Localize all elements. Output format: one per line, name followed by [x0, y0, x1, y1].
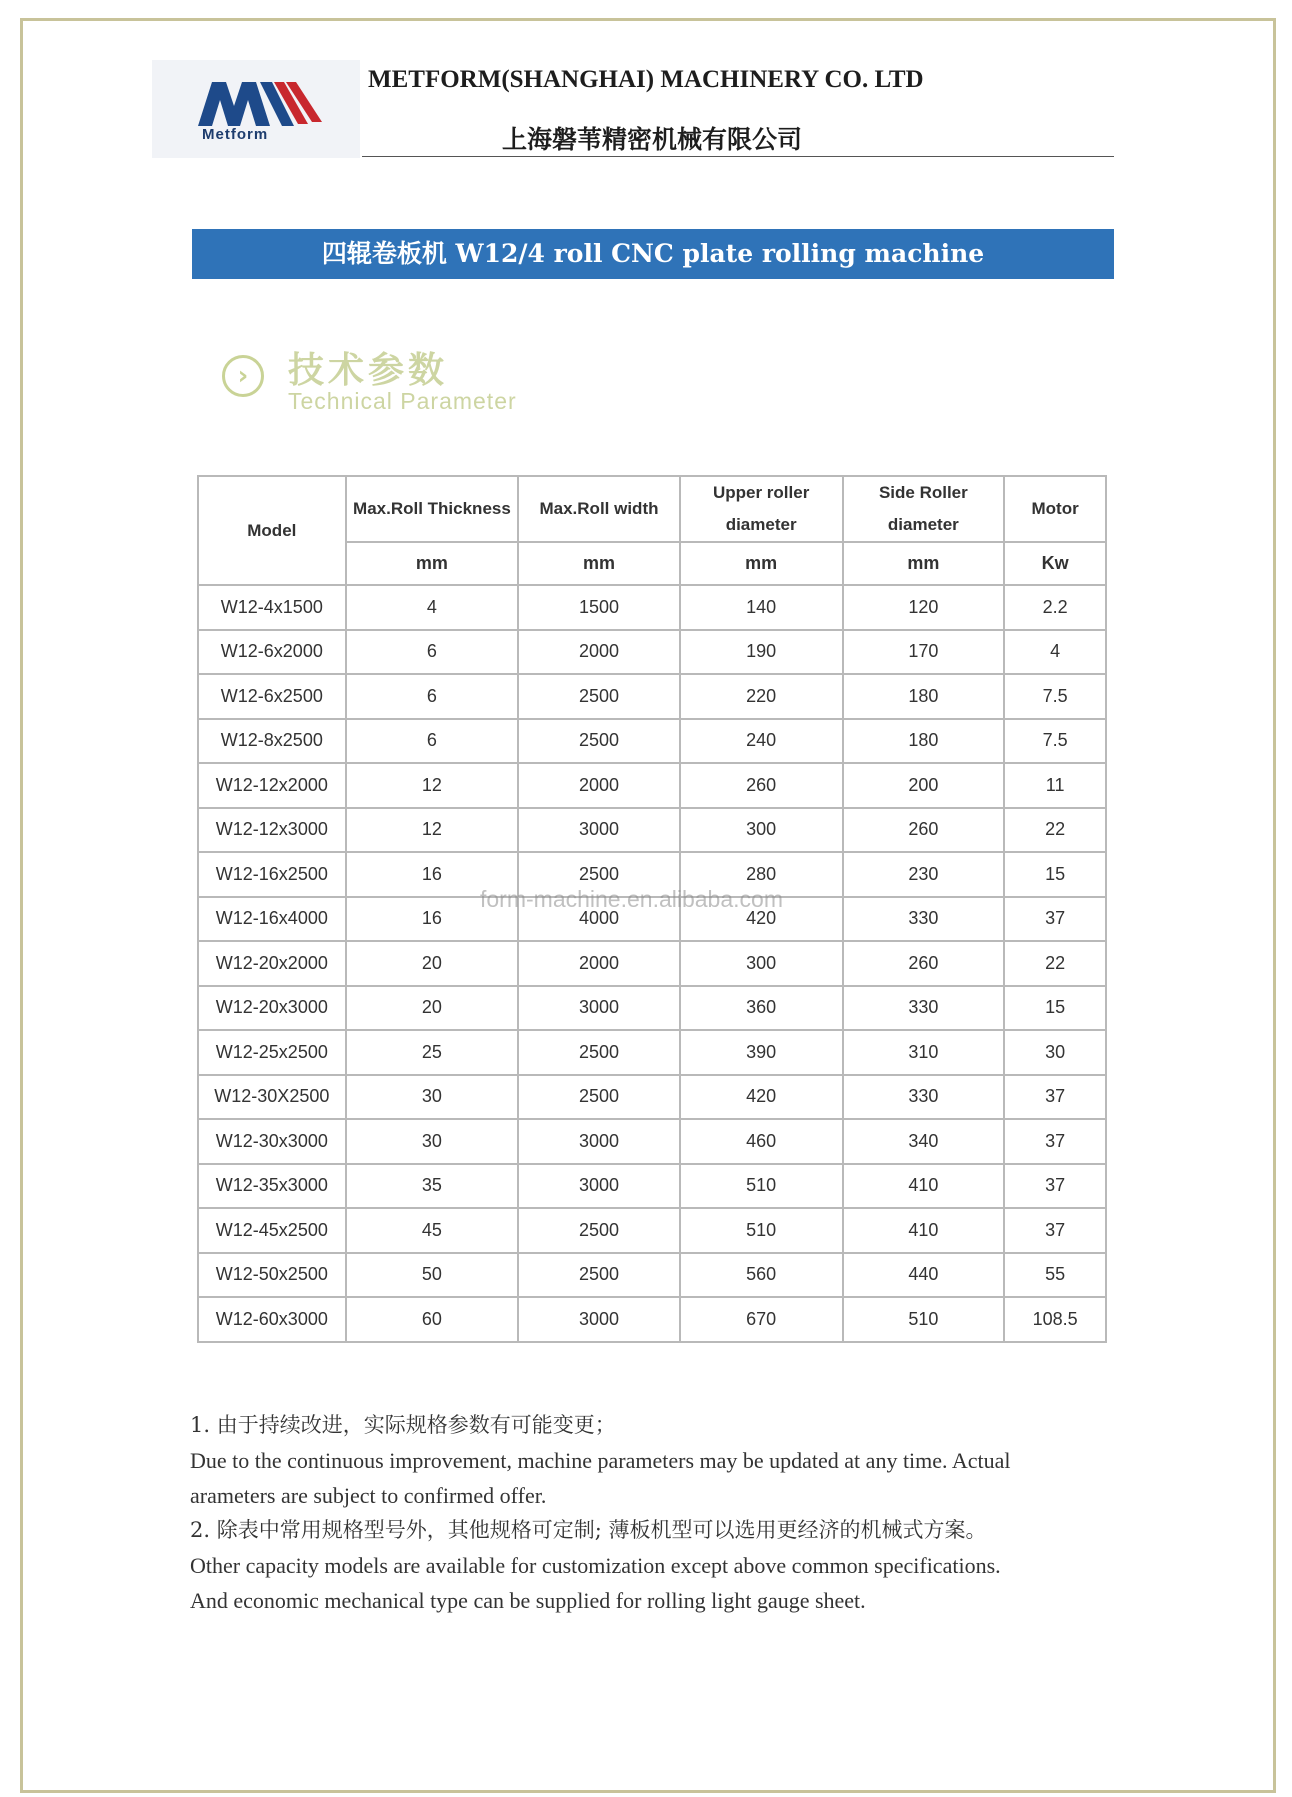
unit-cell: mm — [680, 542, 843, 585]
model-cell: W12-30X2500 — [198, 1075, 346, 1120]
table-row — [198, 1119, 1106, 1164]
value-cell: 45 — [346, 1208, 519, 1253]
value-cell: 2000 — [518, 941, 680, 986]
value-cell: 50 — [346, 1253, 519, 1298]
value-cell: 280 — [680, 852, 843, 897]
unit-cell: Kw — [1004, 542, 1106, 585]
value-cell: 170 — [843, 630, 1005, 675]
model-cell: W12-60x3000 — [198, 1297, 346, 1342]
value-cell: 300 — [680, 808, 843, 853]
table-row — [198, 986, 1106, 1031]
value-cell: 30 — [346, 1075, 519, 1120]
section-title-en: Technical Parameter — [288, 388, 517, 414]
value-cell: 6 — [346, 719, 519, 764]
value-cell: 410 — [843, 1164, 1005, 1209]
header-motor: Motor — [1004, 476, 1106, 542]
value-cell: 11 — [1004, 763, 1106, 808]
header-side-roller-diameter: Side Roller diameter — [843, 476, 1005, 542]
value-cell: 4 — [1004, 630, 1106, 675]
value-cell: 510 — [680, 1208, 843, 1253]
value-cell: 4000 — [518, 897, 680, 942]
value-cell: 2500 — [518, 852, 680, 897]
value-cell: 330 — [843, 1075, 1005, 1120]
value-cell: 260 — [680, 763, 843, 808]
value-cell: 460 — [680, 1119, 843, 1164]
value-cell: 37 — [1004, 1208, 1106, 1253]
value-cell: 20 — [346, 986, 519, 1031]
notes — [190, 1408, 1170, 1618]
value-cell: 3000 — [518, 808, 680, 853]
unit-cell: mm — [843, 542, 1005, 585]
value-cell: 12 — [346, 808, 519, 853]
model-cell: W12-25x2500 — [198, 1030, 346, 1075]
value-cell: 200 — [843, 763, 1005, 808]
value-cell: 420 — [680, 897, 843, 942]
note-line: Other capacity models are available for customization except above common specifications. — [190, 1553, 1001, 1578]
value-cell: 300 — [680, 941, 843, 986]
value-cell: 25 — [346, 1030, 519, 1075]
table-row — [198, 941, 1106, 986]
value-cell: 670 — [680, 1297, 843, 1342]
model-cell: W12-6x2500 — [198, 674, 346, 719]
value-cell: 2000 — [518, 763, 680, 808]
value-cell: 1500 — [518, 585, 680, 630]
company-name-cn: 上海磐苇精密机械有限公司 — [502, 125, 803, 154]
value-cell: 2.2 — [1004, 585, 1106, 630]
table-header-row — [198, 476, 1106, 542]
table-row — [198, 808, 1106, 853]
value-cell: 30 — [346, 1119, 519, 1164]
value-cell: 16 — [346, 897, 519, 942]
model-cell: W12-45x2500 — [198, 1208, 346, 1253]
section-title-cn: 技术参数 — [288, 350, 449, 391]
value-cell: 16 — [346, 852, 519, 897]
value-cell: 260 — [843, 808, 1005, 853]
header-max-roll-thickness: Max.Roll Thickness — [346, 476, 519, 542]
value-cell: 260 — [843, 941, 1005, 986]
value-cell: 6 — [346, 674, 519, 719]
table-row — [198, 719, 1106, 764]
header-max-roll-width: Max.Roll width — [518, 476, 680, 542]
table-row — [198, 897, 1106, 942]
value-cell: 560 — [680, 1253, 843, 1298]
product-title-bar: 四辊卷板机 W12/4 roll CNC plate rolling machine — [192, 229, 1114, 279]
value-cell: 2500 — [518, 1030, 680, 1075]
value-cell: 120 — [843, 585, 1005, 630]
table-row — [198, 1208, 1106, 1253]
logo-text: Metform — [202, 126, 269, 143]
value-cell: 30 — [1004, 1030, 1106, 1075]
table-row — [198, 1075, 1106, 1120]
value-cell: 340 — [843, 1119, 1005, 1164]
model-cell: W12-50x2500 — [198, 1253, 346, 1298]
unit-cell: mm — [346, 542, 519, 585]
model-cell: W12-35x3000 — [198, 1164, 346, 1209]
value-cell: 108.5 — [1004, 1297, 1106, 1342]
value-cell: 15 — [1004, 852, 1106, 897]
model-cell: W12-6x2000 — [198, 630, 346, 675]
table-row — [198, 1030, 1106, 1075]
value-cell: 3000 — [518, 1164, 680, 1209]
value-cell: 15 — [1004, 986, 1106, 1031]
note-line: Due to the continuous improvement, machine parameters may be updated at any time. Actual — [190, 1448, 1011, 1473]
value-cell: 510 — [680, 1164, 843, 1209]
value-cell: 7.5 — [1004, 674, 1106, 719]
value-cell: 220 — [680, 674, 843, 719]
unit-cell: mm — [518, 542, 680, 585]
value-cell: 3000 — [518, 986, 680, 1031]
note-line: And economic mechanical type can be supplied for rolling light gauge sheet. — [190, 1588, 866, 1613]
header-model: Model — [198, 476, 346, 585]
value-cell: 4 — [346, 585, 519, 630]
value-cell: 330 — [843, 897, 1005, 942]
table-body — [198, 585, 1106, 1342]
company-logo — [152, 60, 360, 158]
value-cell: 230 — [843, 852, 1005, 897]
note-line: 1. 由于持续改进，实际规格参数有可能变更； — [190, 1413, 616, 1437]
value-cell: 2000 — [518, 630, 680, 675]
value-cell: 22 — [1004, 941, 1106, 986]
value-cell: 2500 — [518, 1253, 680, 1298]
value-cell: 37 — [1004, 1075, 1106, 1120]
value-cell: 22 — [1004, 808, 1106, 853]
model-cell: W12-16x2500 — [198, 852, 346, 897]
value-cell: 12 — [346, 763, 519, 808]
value-cell: 37 — [1004, 1164, 1106, 1209]
value-cell: 3000 — [518, 1297, 680, 1342]
value-cell: 3000 — [518, 1119, 680, 1164]
model-cell: W12-20x2000 — [198, 941, 346, 986]
value-cell: 20 — [346, 941, 519, 986]
model-cell: W12-16x4000 — [198, 897, 346, 942]
model-cell: W12-4x1500 — [198, 585, 346, 630]
header-divider — [362, 156, 1114, 157]
value-cell: 2500 — [518, 719, 680, 764]
chevron-right-circle-icon: › — [222, 355, 264, 397]
model-cell: W12-8x2500 — [198, 719, 346, 764]
value-cell: 510 — [843, 1297, 1005, 1342]
value-cell: 35 — [346, 1164, 519, 1209]
value-cell: 190 — [680, 630, 843, 675]
model-cell: W12-20x3000 — [198, 986, 346, 1031]
value-cell: 440 — [843, 1253, 1005, 1298]
value-cell: 390 — [680, 1030, 843, 1075]
value-cell: 2500 — [518, 674, 680, 719]
table-row — [198, 1164, 1106, 1209]
value-cell: 360 — [680, 986, 843, 1031]
model-cell: W12-12x3000 — [198, 808, 346, 853]
value-cell: 37 — [1004, 1119, 1106, 1164]
logo-mark-icon — [198, 76, 328, 128]
header-upper-roller-diameter: Upper roller diameter — [680, 476, 843, 542]
company-name-en: METFORM(SHANGHAI) MACHINERY CO. LTD — [368, 66, 924, 93]
spec-table — [197, 475, 1107, 1343]
model-cell: W12-30x3000 — [198, 1119, 346, 1164]
value-cell: 2500 — [518, 1208, 680, 1253]
value-cell: 180 — [843, 674, 1005, 719]
value-cell: 240 — [680, 719, 843, 764]
value-cell: 55 — [1004, 1253, 1106, 1298]
table-row — [198, 585, 1106, 630]
table-row — [198, 1253, 1106, 1298]
value-cell: 310 — [843, 1030, 1005, 1075]
value-cell: 6 — [346, 630, 519, 675]
table-row — [198, 763, 1106, 808]
value-cell: 330 — [843, 986, 1005, 1031]
watermark: form-machine.en.alibaba.com — [480, 886, 783, 912]
table-row — [198, 1297, 1106, 1342]
value-cell: 37 — [1004, 897, 1106, 942]
table-row — [198, 630, 1106, 675]
value-cell: 140 — [680, 585, 843, 630]
value-cell: 7.5 — [1004, 719, 1106, 764]
table-row — [198, 674, 1106, 719]
value-cell: 420 — [680, 1075, 843, 1120]
note-line: arameters are subject to confirmed offer. — [190, 1483, 547, 1508]
value-cell: 60 — [346, 1297, 519, 1342]
table-row — [198, 852, 1106, 897]
value-cell: 410 — [843, 1208, 1005, 1253]
model-cell: W12-12x2000 — [198, 763, 346, 808]
value-cell: 2500 — [518, 1075, 680, 1120]
note-line: 2. 除表中常用规格型号外，其他规格可定制; 薄板机型可以选用更经济的机械式方案。 — [190, 1518, 987, 1542]
value-cell: 180 — [843, 719, 1005, 764]
